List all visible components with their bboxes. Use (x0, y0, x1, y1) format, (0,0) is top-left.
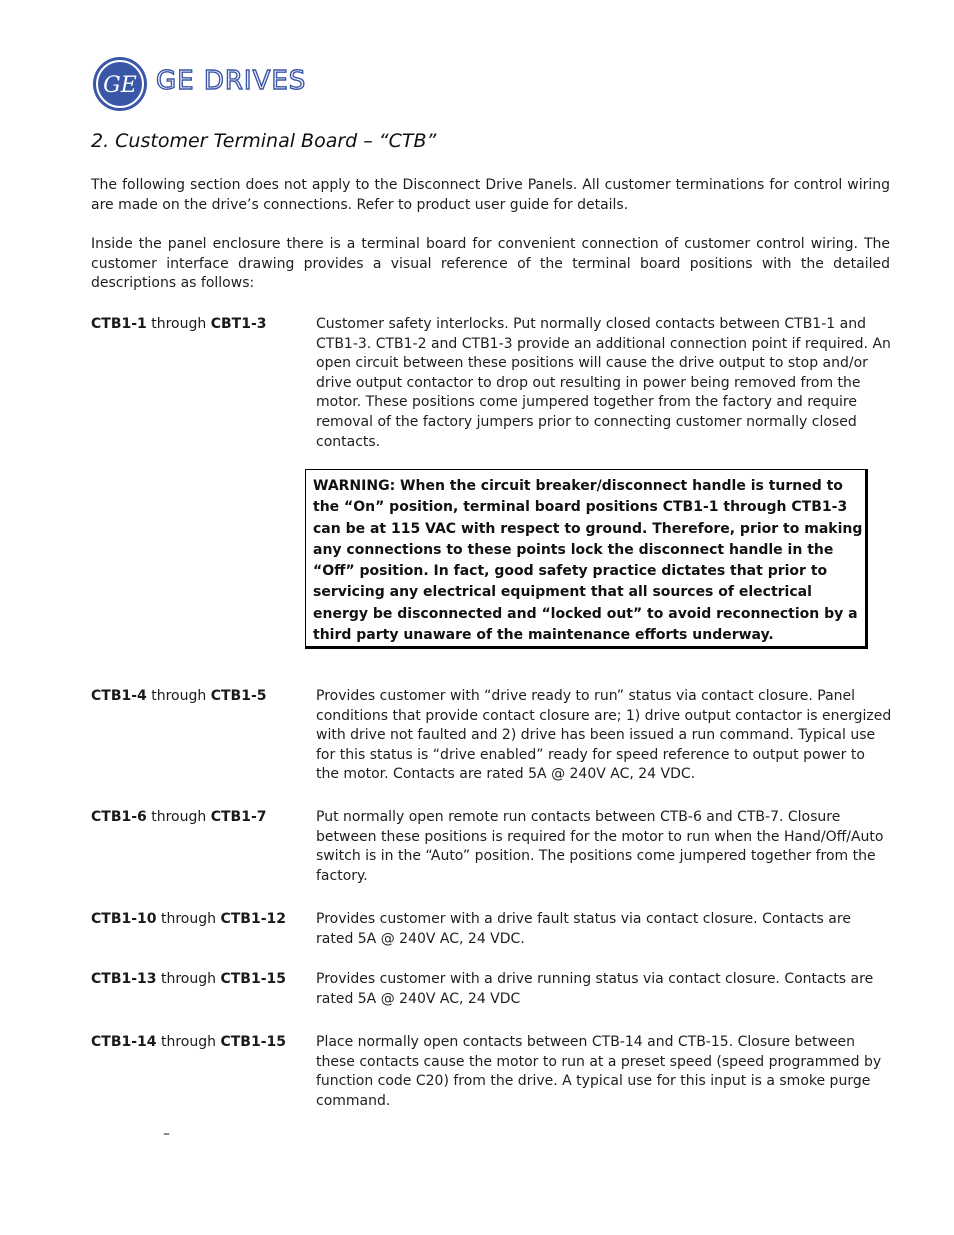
term-from: CTB1-10 (91, 911, 157, 927)
term-to: CTB1-15 (220, 1034, 286, 1050)
intro-paragraph-1: The following section does not apply to the Disconnect Drive Panels. All customer terminations for control wiring are made on the drive’s connections. Refer to product user guide for details. (91, 177, 890, 213)
ge-monogram-text: GE (103, 73, 137, 98)
section-heading: 2. Customer Terminal Board – “CTB” (91, 130, 437, 152)
ge-drives-wordmark: GE DRIVES (156, 66, 307, 96)
term-to: CTB1-15 (220, 971, 286, 987)
term-through: through (156, 1034, 221, 1050)
term-description-ctb1-14: Place normally open contacts between CTB-14 and CTB-15. Closure between these contacts cause the motor to run at a preset speed (speed programmed by function code C20) from the drive. A typical use for this input is a smoke purge command. (316, 1034, 882, 1109)
term-to: CTB1-7 (210, 809, 267, 825)
ge-monogram-icon (92, 56, 148, 112)
term-from: CTB1-14 (91, 1034, 157, 1050)
ge-drives-logo (92, 56, 322, 112)
term-to: CBT1-3 (210, 316, 267, 332)
term-description-ctb1-6: Put normally open remote run contacts between CTB-6 and CTB-7. Closure between these positions is required for the motor to run when the Hand/Off/Auto switch is in the “Auto” position. The positions come jumpered together from the factory. (316, 809, 884, 884)
term-description-ctb1-10: Provides customer with a drive fault status via contact closure. Contacts are rated 5A @ 240V AC, 24 VDC. (316, 911, 851, 947)
term-description-ctb1-1: Customer safety interlocks. Put normally closed contacts between CTB1-1 and CTB1-3. CTB1-2 and CTB1-3 provide an additional connection point if required. An open circuit between these positions will cause the drive output to stop and/or drive output contactor to drop out resulting in power being removed from the motor. These positions come jumpered together from the factory and require removal of the factory jumpers prior to connecting customer normally closed contacts. (316, 316, 891, 450)
term-through: through (146, 316, 211, 332)
term-label-ctb1-14 (91, 1033, 286, 1053)
term-description-ctb1-13: Provides customer with a drive running status via contact closure. Contacts are rated 5A @ 240V AC, 24 VDC (316, 971, 874, 1007)
term-from: CTB1-1 (91, 316, 147, 332)
term-label-ctb1-6 (91, 808, 267, 828)
term-from: CTB1-4 (91, 688, 147, 704)
term-to: CTB1-12 (220, 911, 286, 927)
term-description-ctb1-4: Provides customer with “drive ready to run” status via contact closure. Panel conditions that provide contact closure are; 1) drive output contactor is energized with drive not faulted and 2) drive has been issued a run command. Typical use for this status is “drive enabled” ready for speed reference to output power to the motor. Contacts are rated 5A @ 240V AC, 24 VDC. (316, 688, 892, 783)
intro-paragraph-2: Inside the panel enclosure there is a terminal board for convenient connection of customer control wiring. The customer interface drawing provides a visual reference of the terminal board positions with the detailed descriptions as follows: (91, 236, 890, 292)
term-through: through (156, 971, 221, 987)
term-label-ctb1-1 (91, 315, 267, 335)
warning-box (305, 469, 868, 649)
term-through: through (146, 688, 211, 704)
term-from: CTB1-13 (91, 971, 157, 987)
warning-text: WARNING: When the circuit breaker/disconnect handle is turned to the “On” position, terminal board positions CTB1-1 through CTB1-3 can be at 115 VAC with respect to ground. Therefore, prior to making any connections to these points lock the disconnect handle in the “Off” position. In fact, good safety practice dictates that prior to servicing any electrical equipment that all sources of electrical energy be disconnected and “locked out” to avoid reconnection by a third party unaware of the maintenance efforts underway. (313, 478, 863, 644)
term-through: through (146, 809, 211, 825)
footer-dash: – (163, 1126, 170, 1142)
term-label-ctb1-13 (91, 970, 286, 990)
term-through: through (156, 911, 221, 927)
term-to: CTB1-5 (210, 688, 267, 704)
term-label-ctb1-4 (91, 687, 267, 707)
term-from: CTB1-6 (91, 809, 147, 825)
term-label-ctb1-10 (91, 910, 286, 930)
